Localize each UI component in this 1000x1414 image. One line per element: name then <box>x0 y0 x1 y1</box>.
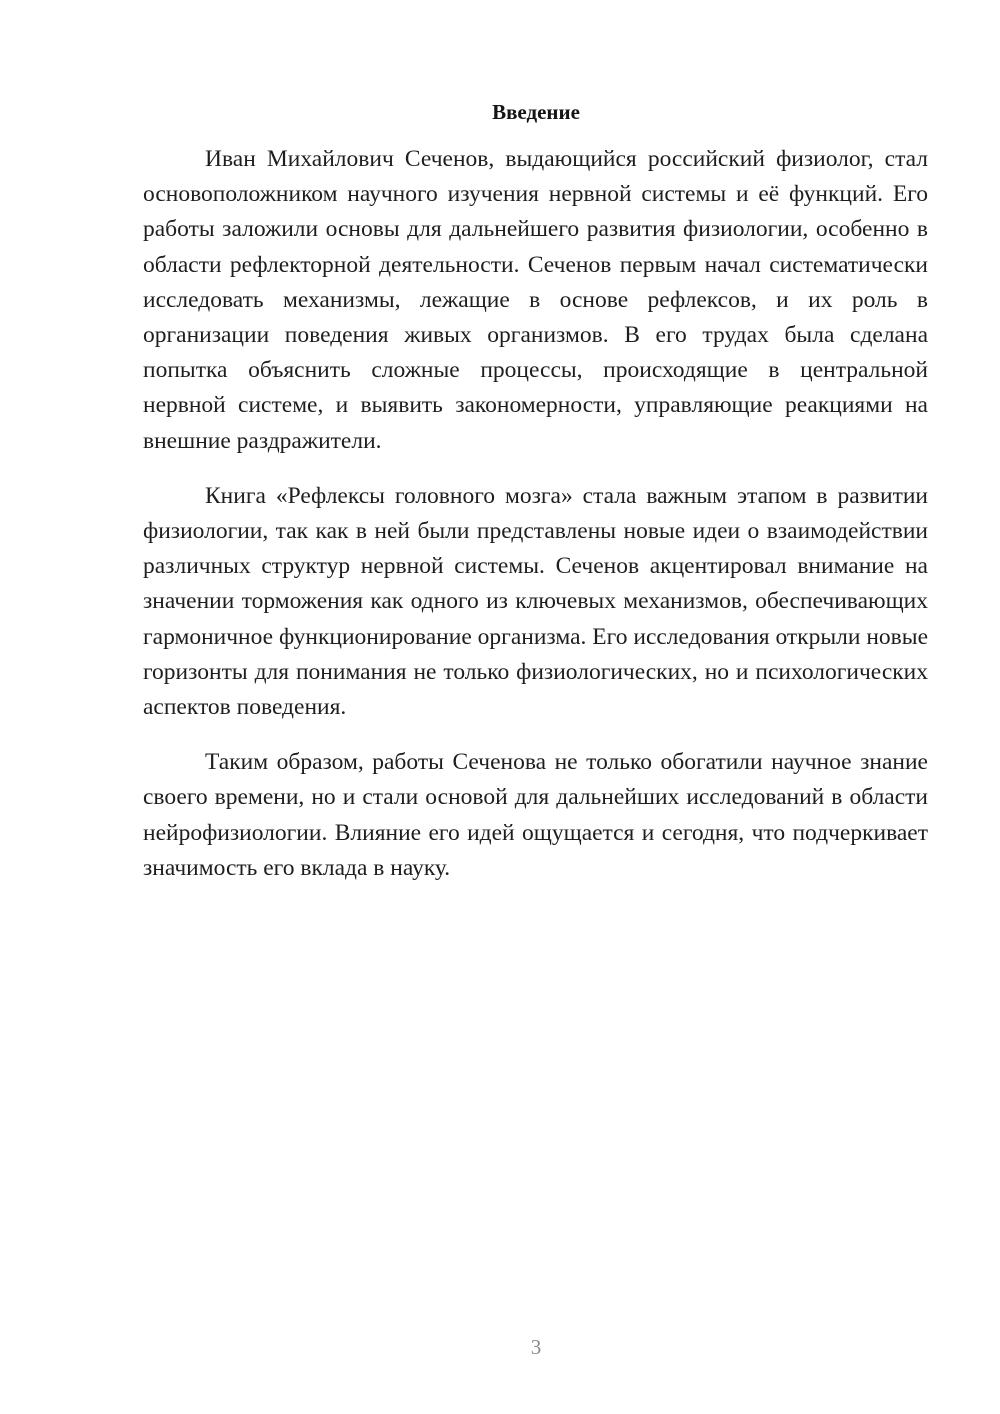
paragraph-3: Таким образом, работы Сеченова не только обогатили научное знание своего времени, но и стали основой для дальнейших исследований в области нейрофизиологии. Влияние его идей ощущается и сегодня, что подчеркивает значимость его вклада в науку. <box>143 749 928 881</box>
document-body <box>143 142 928 906</box>
paragraph-2: Книга «Рефлексы головного мозга» стала важным этапом в развитии физиологии, так как в ней были представлены новые идеи о взаимодействии различных структур нервной системы. Сеченов акцентировал внимание на значении торможения как одного из ключевых механизмов, обеспечивающих гармоничное функционирование организма. Его исследования открыли новые горизонты для понимания не только физиологических, но и психологических аспектов поведения. <box>143 482 928 721</box>
page-number: 3 <box>530 1335 542 1359</box>
section-heading: Введение <box>492 100 580 124</box>
paragraph-1: Иван Михайлович Сеченов, выдающийся российский физиолог, стал основоположником научного изучения нервной системы и её функций. Его работы заложили основы для дальнейшего развития физиологии, особенно в области рефлекторной деятельности. Сеченов первым начал систематически исследовать механизмы, лежащие в основе рефлексов, и их роль в организации поведения живых организмов. В его трудах была сделана попытка объяснить сложные процессы, происходящие в центральной нервной системе, и выявить закономерности, управляющие реакциями на внешние раздражители. <box>143 146 928 454</box>
